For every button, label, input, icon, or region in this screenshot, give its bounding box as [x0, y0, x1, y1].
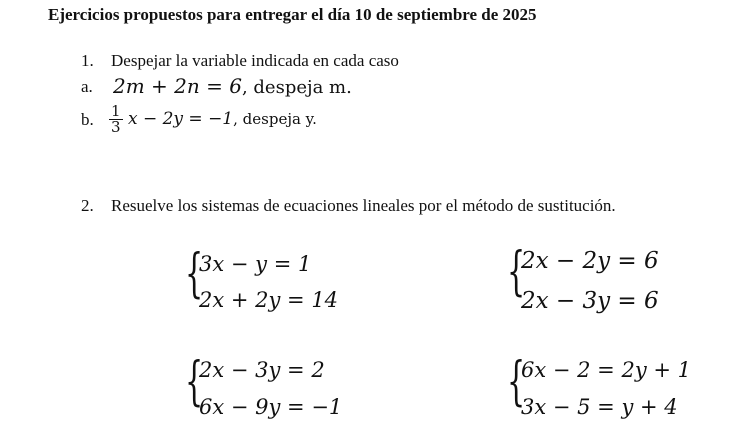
page-title: Ejercicios propuestos para entregar el día 10 de septiembre de 2025 — [48, 5, 537, 24]
item-b-equation-text: x − 2y = −1 — [127, 109, 234, 129]
brace-icon: { — [507, 242, 526, 302]
brace-icon: { — [507, 352, 526, 412]
exercise-1-instruction: Despejar la variable indicada en cada caso — [111, 51, 399, 70]
system-2 — [507, 242, 707, 320]
exercise-1-number: 1. — [81, 51, 94, 70]
system-4-eq1: 6x − 2 = 2y + 1 — [521, 358, 691, 382]
brace-icon: { — [185, 352, 204, 412]
item-b-equation — [109, 104, 317, 135]
item-a-equation-text: 2m + 2n = 6 — [113, 74, 242, 98]
system-3-eq2: 6x − 9y = −1 — [199, 395, 343, 419]
item-b-label: b. — [81, 110, 94, 129]
system-2-eq1: 2x − 2y = 6 — [521, 248, 659, 274]
item-a-suffix: , despeja m. — [241, 77, 352, 98]
system-1 — [185, 244, 385, 320]
system-3-eq1: 2x − 3y = 2 — [199, 358, 325, 382]
system-2-eq2: 2x − 3y = 6 — [521, 288, 659, 314]
system-1-eq2: 2x + 2y = 14 — [199, 288, 339, 312]
item-b-suffix: , despeja y. — [233, 110, 317, 128]
system-3 — [185, 352, 385, 428]
item-a-label: a. — [81, 77, 93, 96]
fraction — [109, 104, 123, 135]
exercise-2-instruction: Resuelve los sistemas de ecuaciones lineales por el método de sustitución. — [111, 196, 616, 215]
exercise-2-number: 2. — [81, 196, 94, 215]
fraction-denominator: 3 — [111, 118, 121, 136]
item-a-equation — [113, 74, 352, 98]
brace-icon: { — [185, 244, 204, 304]
system-4 — [507, 352, 727, 428]
system-1-eq1: 3x − y = 1 — [199, 252, 312, 276]
system-4-eq2: 3x − 5 = y + 4 — [521, 395, 678, 419]
fraction-numerator: 1 — [111, 102, 121, 120]
